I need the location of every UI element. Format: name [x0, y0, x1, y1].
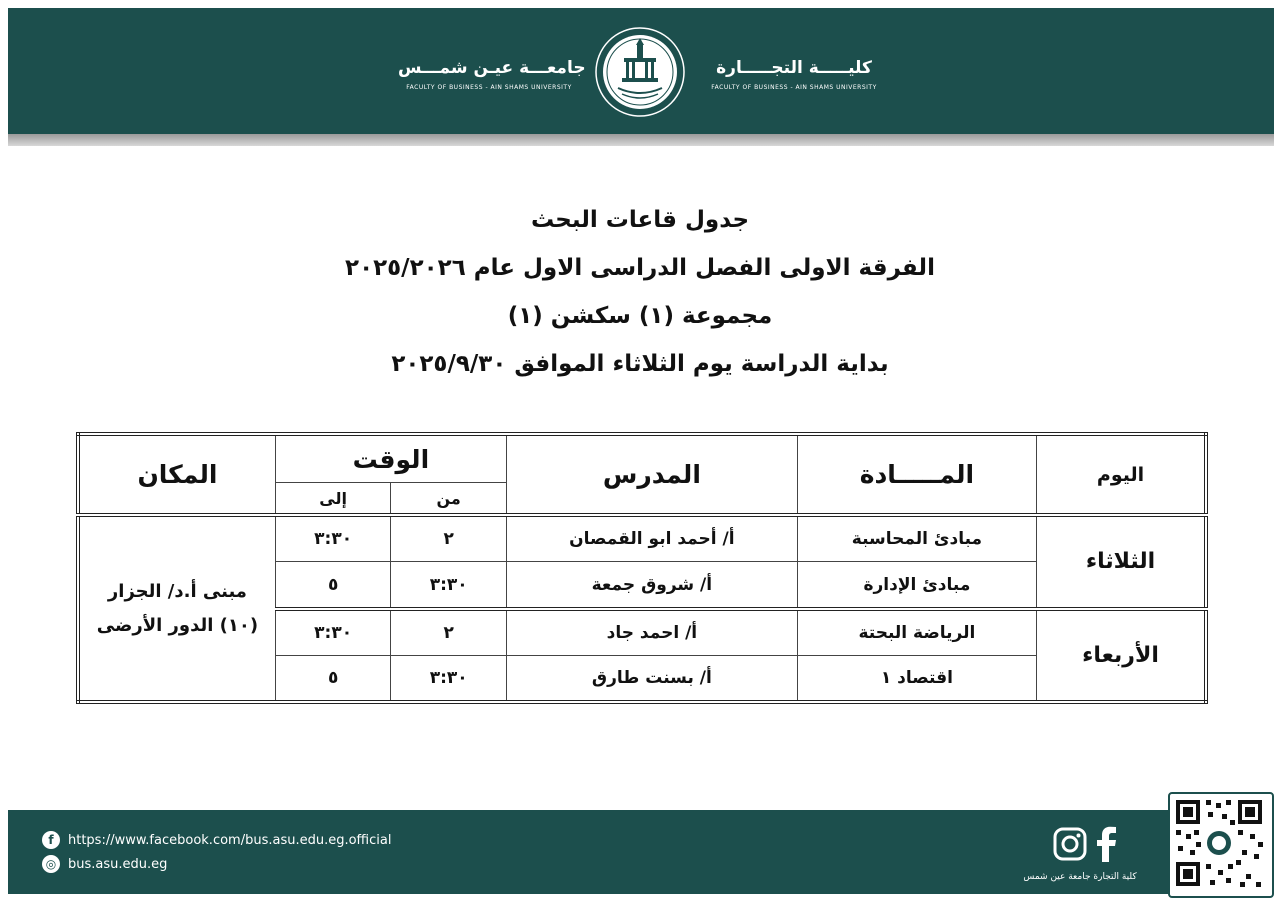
table-header-row — [78, 434, 1206, 483]
subject-cell: مبادئ الإدارة — [797, 562, 1036, 609]
faculty-name-en: FACULTY OF BUSINESS - AIN SHAMS UNIVERSITY — [711, 84, 877, 91]
facebook-icon: f — [42, 831, 60, 849]
title-line-3: مجموعة (١) سكشن (١) — [507, 303, 773, 329]
instagram-icon[interactable] — [1052, 826, 1088, 862]
title-line-1: جدول قاعات البحث — [530, 207, 750, 233]
globe-icon: ◎ — [42, 855, 60, 873]
day-cell: الثلاثاء — [1037, 515, 1206, 608]
university-seal-logo — [594, 26, 686, 118]
time-from-cell: ٢ — [391, 515, 507, 562]
time-from-cell: ٣:٣٠ — [391, 562, 507, 609]
time-from-cell: ٣:٣٠ — [391, 655, 507, 702]
facebook-link-row[interactable] — [42, 831, 391, 849]
time-to-cell: ٥ — [275, 562, 391, 609]
day-cell: الأربعاء — [1037, 609, 1206, 702]
header-time-from: من — [391, 483, 507, 516]
subject-cell: مبادئ المحاسبة — [797, 515, 1036, 562]
teacher-cell: أ/ احمد جاد — [506, 609, 797, 656]
header-day: اليوم — [1037, 434, 1206, 515]
place-line-2: (١٠) الدور الأرضى — [96, 614, 259, 636]
footer-caption: كلية التجارة جامعة عين شمس — [1023, 872, 1137, 882]
subject-cell: اقتصاد ١ — [797, 655, 1036, 702]
university-name-ar: جامعـــة عيـن شمـــس — [398, 58, 586, 78]
schedule-table — [76, 432, 1208, 704]
website-url[interactable]: bus.asu.edu.eg — [68, 856, 168, 872]
facebook-social-icon[interactable] — [1094, 826, 1118, 862]
teacher-cell: أ/ أحمد ابو القمصان — [506, 515, 797, 562]
time-to-cell: ٣:٣٠ — [275, 515, 391, 562]
university-name — [398, 58, 586, 91]
subject-cell: الرياضة البحتة — [797, 609, 1036, 656]
teacher-cell: أ/ بسنت طارق — [506, 655, 797, 702]
place-line-1: مبنى أ.د/ الجزار — [107, 580, 247, 602]
document-titles — [0, 196, 1280, 388]
teacher-cell: أ/ شروق جمعة — [506, 562, 797, 609]
header-place: المكان — [78, 434, 275, 515]
time-to-cell: ٣:٣٠ — [275, 609, 391, 656]
qr-code — [1168, 792, 1274, 898]
qr-code-graphic — [1170, 794, 1268, 892]
header-shadow — [8, 134, 1274, 146]
facebook-url[interactable]: https://www.facebook.com/bus.asu.edu.eg.official — [68, 832, 392, 848]
table-row — [78, 515, 1206, 562]
faculty-name-ar: كليـــــة التجـــــارة — [716, 58, 872, 78]
website-link-row[interactable] — [42, 855, 167, 873]
university-name-en: FACULTY OF BUSINESS - AIN SHAMS UNIVERSITY — [406, 84, 572, 91]
title-line-2: الفرقة الاولى الفصل الدراسى الاول عام ٢٠٢٥/٢٠٢٦ — [345, 255, 935, 281]
time-to-cell: ٥ — [275, 655, 391, 702]
header-time-to: إلى — [275, 483, 391, 516]
place-cell — [78, 515, 275, 702]
header-subject: المـــــادة — [797, 434, 1036, 515]
title-line-4: بداية الدراسة يوم الثلاثاء الموافق ٢٠٢٥/٩/٣٠ — [391, 351, 889, 377]
faculty-name — [700, 58, 888, 91]
header-time: الوقت — [275, 434, 506, 483]
time-from-cell: ٢ — [391, 609, 507, 656]
header-teacher: المدرس — [506, 434, 797, 515]
